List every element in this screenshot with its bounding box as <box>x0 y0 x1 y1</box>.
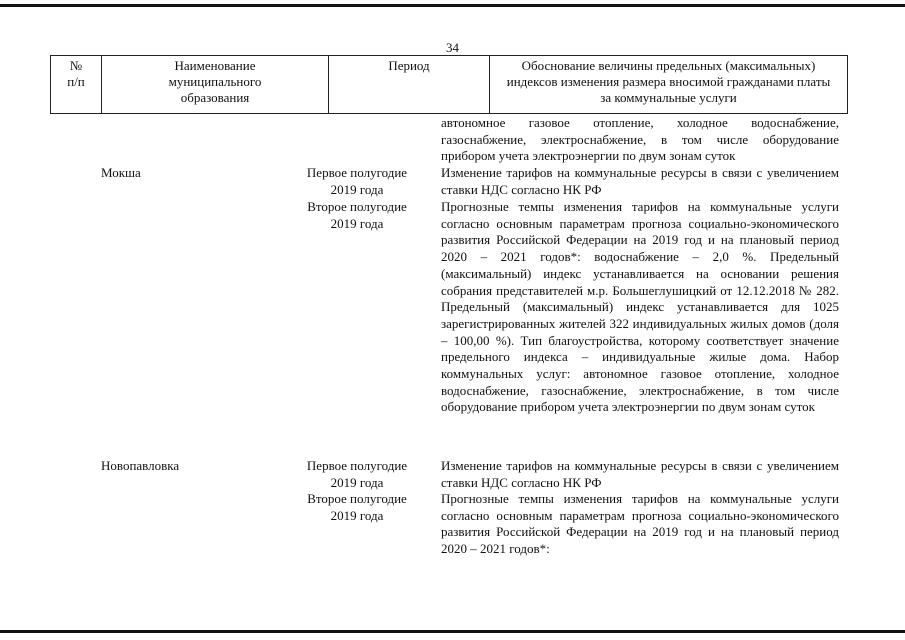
basis-vat-change: Изменение тарифов на коммунальные ресурсы в связи с увеличением ставки НДС согласно НК РФ <box>441 458 839 490</box>
header-basis: Обоснование величины предельных (максимальных) индексов изменения размера вносимой гражданами платы за коммунальные услуги <box>489 56 848 113</box>
header-period: Период <box>328 56 489 113</box>
bottom-border-rule <box>0 630 905 633</box>
period-second-half: Второе полугодие 2019 года <box>307 199 407 231</box>
top-border-rule <box>0 4 905 7</box>
basis-forecast: Прогнозные темпы изменения тарифов на коммунальные услуги согласно основным параметрам прогноза социально-экономического развития Российской Федерации на 2019 год и на плановый период 2020 – 2021 годов*: водоснабжение – 2,0 %. Предельный (максимальный) индекс устанавливается на основании решения собрания представителей м.р. Большеглушицкий от 12.12.2018 № 282. Предельный (максимальный) индекс устанавливается для 1025 зарегистрированных жителей 322 индивидуальных жилых домов (доля – 100,00 %). Тип благоустройства, которому соответствует значение предельного индекса – индивидуальные жилые дома. Набор коммунальных услуг: автономное газовое отопление, холодное водоснабжение, газоснабжение, электроснабжение, в том числе оборудование прибором учета электроэнергии по двум зонам суток <box>441 199 839 415</box>
municipality-name: Новопавловка <box>101 458 180 473</box>
header-number: № п/п <box>50 56 101 113</box>
continuation-text: автономное газовое отопление, холодное водоснабжение, газоснабжение, электроснабжение, в том числе оборудование прибором учета электроэнергии по двум зонам суток <box>441 115 839 164</box>
basis-forecast: Прогнозные темпы изменения тарифов на коммунальные услуги согласно основным параметрам прогноза социально-экономического развития Российской Федерации на 2019 год и на плановый период 2020 – 2021 годов*: <box>441 491 839 557</box>
basis-vat-change: Изменение тарифов на коммунальные ресурсы в связи с увеличением ставки НДС согласно НК РФ <box>441 165 839 197</box>
period-first-half: Первое полугодие 2019 года <box>306 458 408 490</box>
period-first-half: Первое полугодие 2019 года <box>306 165 408 197</box>
period-second-half: Второе полугодие 2019 года <box>307 491 407 523</box>
municipality-name: Мокша <box>101 165 141 180</box>
header-municipality: Наименование муниципального образования <box>101 56 328 113</box>
page-number: 34 <box>446 40 459 55</box>
table-header <box>50 55 848 114</box>
